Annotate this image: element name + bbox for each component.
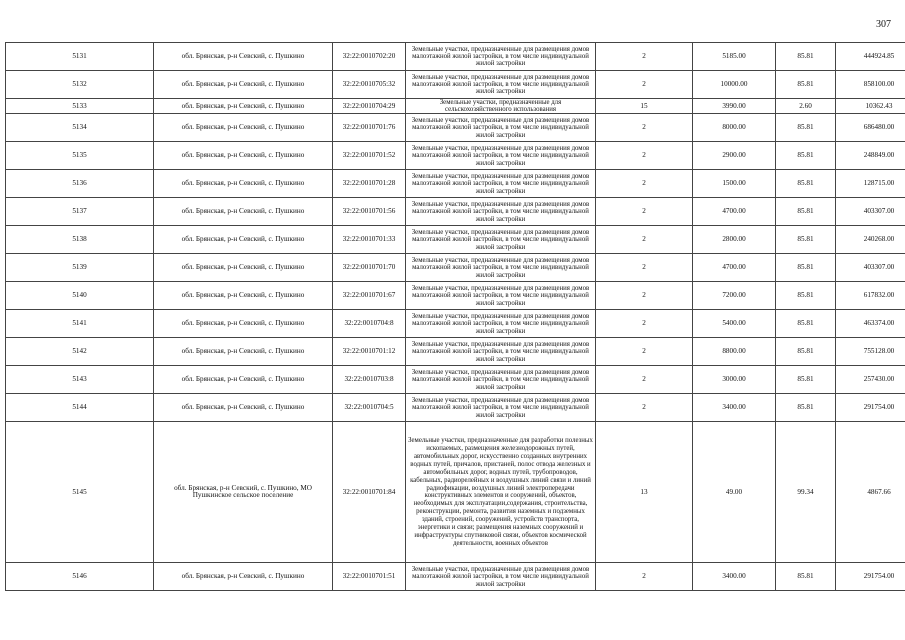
land-use-cell: Земельные участки, предназначенные для размещения домов малоэтажной жилой застройки, в том числе индивидуальной жилой застройки — [406, 142, 596, 170]
row-number-cell: 5133 — [6, 99, 154, 114]
address-cell: обл. Брянская, р-н Севский, с. Пушкино — [154, 114, 333, 142]
group-code-cell: 2 — [596, 114, 693, 142]
cadastral-number-cell: 32:22:0010704:29 — [333, 99, 406, 114]
land-use-cell: Земельные участки, предназначенные для размещения домов малоэтажной жилой застройки, в том числе индивидуальной жилой застройки — [406, 338, 596, 366]
land-use-cell: Земельные участки, предназначенные для размещения домов малоэтажной жилой застройки, в том числе индивидуальной жилой застройки — [406, 563, 596, 591]
group-code-cell: 2 — [596, 366, 693, 394]
group-code-cell: 2 — [596, 71, 693, 99]
land-use-cell: Земельные участки, предназначенные для размещения домов малоэтажной жилой застройки, в том числе индивидуальной жилой застройки — [406, 366, 596, 394]
table-row — [6, 198, 905, 226]
row-number-cell: 5143 — [6, 366, 154, 394]
group-code-cell: 2 — [596, 142, 693, 170]
row-number-cell: 5134 — [6, 114, 154, 142]
specific-value-cell: 85.81 — [776, 142, 836, 170]
address-cell: обл. Брянская, р-н Севский, с. Пушкино — [154, 563, 333, 591]
area-cell: 3000.00 — [693, 366, 776, 394]
specific-value-cell: 85.81 — [776, 338, 836, 366]
specific-value-cell: 85.81 — [776, 282, 836, 310]
cadastral-value-cell: 755128.00 — [836, 338, 905, 366]
page-number: 307 — [876, 19, 891, 30]
row-number-cell: 5138 — [6, 226, 154, 254]
land-use-cell: Земельные участки, предназначенные для размещения домов малоэтажной жилой застройки, в том числе индивидуальной жилой застройки — [406, 226, 596, 254]
cadastral-number-cell: 32:22:0010701:33 — [333, 226, 406, 254]
area-cell: 2900.00 — [693, 142, 776, 170]
area-cell: 3990.00 — [693, 99, 776, 114]
group-code-cell: 2 — [596, 310, 693, 338]
cadastral-number-cell: 32:22:0010701:67 — [333, 282, 406, 310]
cadastral-number-cell: 32:22:0010701:12 — [333, 338, 406, 366]
group-code-cell: 2 — [596, 282, 693, 310]
address-cell: обл. Брянская, р-н Севский, с. Пушкино — [154, 282, 333, 310]
group-code-cell: 2 — [596, 226, 693, 254]
cadastral-value-cell: 257430.00 — [836, 366, 905, 394]
table-row — [6, 282, 905, 310]
specific-value-cell: 85.81 — [776, 394, 836, 422]
specific-value-cell: 85.81 — [776, 198, 836, 226]
address-cell: обл. Брянская, р-н Севский, с. Пушкино — [154, 394, 333, 422]
area-cell: 5185.00 — [693, 43, 776, 71]
table-row — [6, 310, 905, 338]
area-cell: 4700.00 — [693, 198, 776, 226]
row-number-cell: 5141 — [6, 310, 154, 338]
cadastral-value-cell: 686480.00 — [836, 114, 905, 142]
cadastral-value-cell: 291754.00 — [836, 394, 905, 422]
cadastral-number-cell: 32:22:0010701:56 — [333, 198, 406, 226]
specific-value-cell: 85.81 — [776, 254, 836, 282]
area-cell: 49.00 — [693, 422, 776, 563]
specific-value-cell: 85.81 — [776, 43, 836, 71]
row-number-cell: 5139 — [6, 254, 154, 282]
cadastral-number-cell: 32:22:0010701:84 — [333, 422, 406, 563]
specific-value-cell: 85.81 — [776, 71, 836, 99]
cadastral-number-cell: 32:22:0010701:52 — [333, 142, 406, 170]
row-number-cell: 5145 — [6, 422, 154, 563]
address-cell: обл. Брянская, р-н Севский, с. Пушкино, МО Пушкинское сельское поселение — [154, 422, 333, 563]
cadastral-number-cell: 32:22:0010701:76 — [333, 114, 406, 142]
address-cell: обл. Брянская, р-н Севский, с. Пушкино — [154, 226, 333, 254]
cadastral-number-cell: 32:22:0010702:20 — [333, 43, 406, 71]
cadastral-number-cell: 32:22:0010704:5 — [333, 394, 406, 422]
address-cell: обл. Брянская, р-н Севский, с. Пушкино — [154, 43, 333, 71]
specific-value-cell: 85.81 — [776, 226, 836, 254]
cadastral-value-cell: 403307.00 — [836, 198, 905, 226]
area-cell: 2800.00 — [693, 226, 776, 254]
table-row — [6, 254, 905, 282]
table-row — [6, 226, 905, 254]
cadastral-value-cell: 4867.66 — [836, 422, 905, 563]
cadastral-value-cell: 240268.00 — [836, 226, 905, 254]
land-use-cell: Земельные участки, предназначенные для размещения домов малоэтажной жилой застройки, в том числе индивидуальной жилой застройки — [406, 71, 596, 99]
row-number-cell: 5135 — [6, 142, 154, 170]
cadastral-number-cell: 32:22:0010701:51 — [333, 563, 406, 591]
specific-value-cell: 85.81 — [776, 563, 836, 591]
cadastral-number-cell: 32:22:0010704:8 — [333, 310, 406, 338]
cadastral-value-cell: 10362.43 — [836, 99, 905, 114]
group-code-cell: 2 — [596, 43, 693, 71]
row-number-cell: 5137 — [6, 198, 154, 226]
table-row — [6, 43, 905, 71]
specific-value-cell: 85.81 — [776, 170, 836, 198]
row-number-cell: 5131 — [6, 43, 154, 71]
group-code-cell: 2 — [596, 563, 693, 591]
land-use-cell: Земельные участки, предназначенные для сельскохозяйственного использования — [406, 99, 596, 114]
land-use-cell: Земельные участки, предназначенные для размещения домов малоэтажной жилой застройки, в том числе индивидуальной жилой застройки — [406, 310, 596, 338]
address-cell: обл. Брянская, р-н Севский, с. Пушкино — [154, 254, 333, 282]
group-code-cell: 2 — [596, 254, 693, 282]
table-row — [6, 142, 905, 170]
land-use-cell: Земельные участки, предназначенные для размещения домов малоэтажной жилой застройки, в том числе индивидуальной жилой застройки — [406, 198, 596, 226]
cadastral-value-cell: 444924.85 — [836, 43, 905, 71]
area-cell: 10000.00 — [693, 71, 776, 99]
row-number-cell: 5142 — [6, 338, 154, 366]
address-cell: обл. Брянская, р-н Севский, с. Пушкино — [154, 310, 333, 338]
cadastral-value-cell: 248849.00 — [836, 142, 905, 170]
land-use-cell: Земельные участки, предназначенные для размещения домов малоэтажной жилой застройки, в том числе индивидуальной жилой застройки — [406, 114, 596, 142]
row-number-cell: 5132 — [6, 71, 154, 99]
table-row — [6, 170, 905, 198]
group-code-cell: 13 — [596, 422, 693, 563]
cadastral-number-cell: 32:22:0010703:8 — [333, 366, 406, 394]
group-code-cell: 15 — [596, 99, 693, 114]
table-row — [6, 114, 905, 142]
specific-value-cell: 85.81 — [776, 114, 836, 142]
row-number-cell: 5136 — [6, 170, 154, 198]
table-row — [6, 394, 905, 422]
table-row — [6, 99, 905, 114]
table-row — [6, 71, 905, 99]
area-cell: 3400.00 — [693, 563, 776, 591]
row-number-cell: 5146 — [6, 563, 154, 591]
land-use-cell: Земельные участки, предназначенные для разработки полезных ископаемых, размещения железнодорожных путей, автомобильных дорог, искусственно созданных внутренних водных путей, причалов, пристаней, полос отвода железных и автомобильных дорог, водных путей, трубопроводов, кабельных, радиорелейных и воздушных линий связи и линий радиофикации, воздушных линий электропередачи конструктивных элементов и сооружений, объектов, необходимых для эксплуатации,содержания, строительства, реконструкции, ремонта, развития наземных и подземных зданий, строений, сооружений, устройств транспорта, энергетики и связи; размещения наземных сооружений и инфраструктуры спутниковой связи, объектов космической деятельности, военных объектов — [406, 422, 596, 563]
address-cell: обл. Брянская, р-н Севский, с. Пушкино — [154, 338, 333, 366]
cadastral-value-cell: 617832.00 — [836, 282, 905, 310]
address-cell: обл. Брянская, р-н Севский, с. Пушкино — [154, 142, 333, 170]
specific-value-cell: 85.81 — [776, 366, 836, 394]
area-cell: 8800.00 — [693, 338, 776, 366]
cadastral-number-cell: 32:22:0010701:28 — [333, 170, 406, 198]
table-row — [6, 422, 905, 563]
cadastral-number-cell: 32:22:0010705:32 — [333, 71, 406, 99]
cadastral-number-cell: 32:22:0010701:70 — [333, 254, 406, 282]
specific-value-cell: 85.81 — [776, 310, 836, 338]
address-cell: обл. Брянская, р-н Севский, с. Пушкино — [154, 198, 333, 226]
address-cell: обл. Брянская, р-н Севский, с. Пушкино — [154, 99, 333, 114]
area-cell: 5400.00 — [693, 310, 776, 338]
land-use-cell: Земельные участки, предназначенные для размещения домов малоэтажной жилой застройки, в том числе индивидуальной жилой застройки — [406, 43, 596, 71]
cadastral-value-cell: 463374.00 — [836, 310, 905, 338]
area-cell: 7200.00 — [693, 282, 776, 310]
row-number-cell: 5144 — [6, 394, 154, 422]
address-cell: обл. Брянская, р-н Севский, с. Пушкино — [154, 71, 333, 99]
group-code-cell: 2 — [596, 198, 693, 226]
cadastral-value-cell: 128715.00 — [836, 170, 905, 198]
area-cell: 8000.00 — [693, 114, 776, 142]
land-use-cell: Земельные участки, предназначенные для размещения домов малоэтажной жилой застройки, в том числе индивидуальной жилой застройки — [406, 254, 596, 282]
land-use-cell: Земельные участки, предназначенные для размещения домов малоэтажной жилой застройки, в том числе индивидуальной жилой застройки — [406, 282, 596, 310]
table-row — [6, 563, 905, 591]
row-number-cell: 5140 — [6, 282, 154, 310]
land-use-cell: Земельные участки, предназначенные для размещения домов малоэтажной жилой застройки, в том числе индивидуальной жилой застройки — [406, 170, 596, 198]
address-cell: обл. Брянская, р-н Севский, с. Пушкино — [154, 366, 333, 394]
specific-value-cell: 2.60 — [776, 99, 836, 114]
group-code-cell: 2 — [596, 394, 693, 422]
land-registry-table — [5, 42, 905, 591]
table-row — [6, 366, 905, 394]
area-cell: 4700.00 — [693, 254, 776, 282]
table-body — [6, 43, 905, 591]
group-code-cell: 2 — [596, 170, 693, 198]
address-cell: обл. Брянская, р-н Севский, с. Пушкино — [154, 170, 333, 198]
area-cell: 1500.00 — [693, 170, 776, 198]
specific-value-cell: 99.34 — [776, 422, 836, 563]
area-cell: 3400.00 — [693, 394, 776, 422]
cadastral-value-cell: 858100.00 — [836, 71, 905, 99]
land-use-cell: Земельные участки, предназначенные для размещения домов малоэтажной жилой застройки, в том числе индивидуальной жилой застройки — [406, 394, 596, 422]
group-code-cell: 2 — [596, 338, 693, 366]
cadastral-value-cell: 291754.00 — [836, 563, 905, 591]
table-row — [6, 338, 905, 366]
cadastral-value-cell: 403307.00 — [836, 254, 905, 282]
